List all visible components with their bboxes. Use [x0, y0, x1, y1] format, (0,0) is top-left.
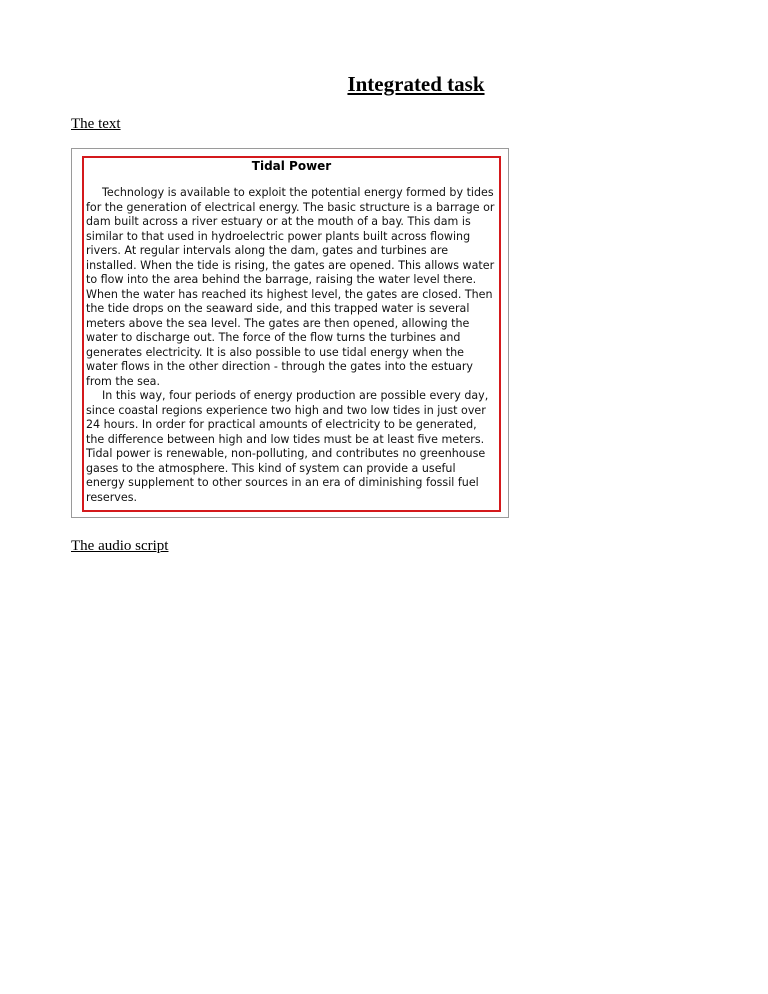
- page-title: Integrated task: [347, 72, 485, 96]
- passage-body: [84, 186, 499, 505]
- passage-image-frame: [71, 148, 509, 518]
- passage-red-border: [82, 156, 501, 512]
- passage-paragraph: In this way, four periods of energy production are possible every day, since coastal regions experience two high and two low tides in just over 24 hours. In order for practical amounts of electricity to be generated, the difference between high and low tides must be at least five meters. Tidal power is renewable, non-polluting, and contributes no greenhouse gases to the atmosphere. This kind of system can provide a useful energy supplement to other sources in an era of diminishing fossil fuel reserves.: [86, 389, 489, 504]
- section-label-text: The text: [71, 116, 121, 132]
- passage-title: Tidal Power: [251, 159, 332, 173]
- section-label-audio-script: The audio script: [71, 538, 169, 554]
- passage-paragraph: Technology is available to exploit the potential energy formed by tides for the generation of electrical energy. The basic structure is a barrage or dam built across a river estuary or at the mouth of a bay. This dam is similar to that used in hydroelectric power plants built across flowing rivers. At regular intervals along the dam, gates and turbines are installed. When the tide is rising, the gates are opened. This allows water to flow into the area behind the barrage, raising the water level there. When the water has reached its highest level, the gates are closed. Then the tide drops on the seaward side, and this trapped water is several meters above the sea level. The gates are then opened, allowing the water to discharge out. The force of the flow turns the turbines and generates electricity. It is also possible to use tidal energy when the water flows in the other direction - through the gates into the estuary from the sea.: [86, 186, 495, 388]
